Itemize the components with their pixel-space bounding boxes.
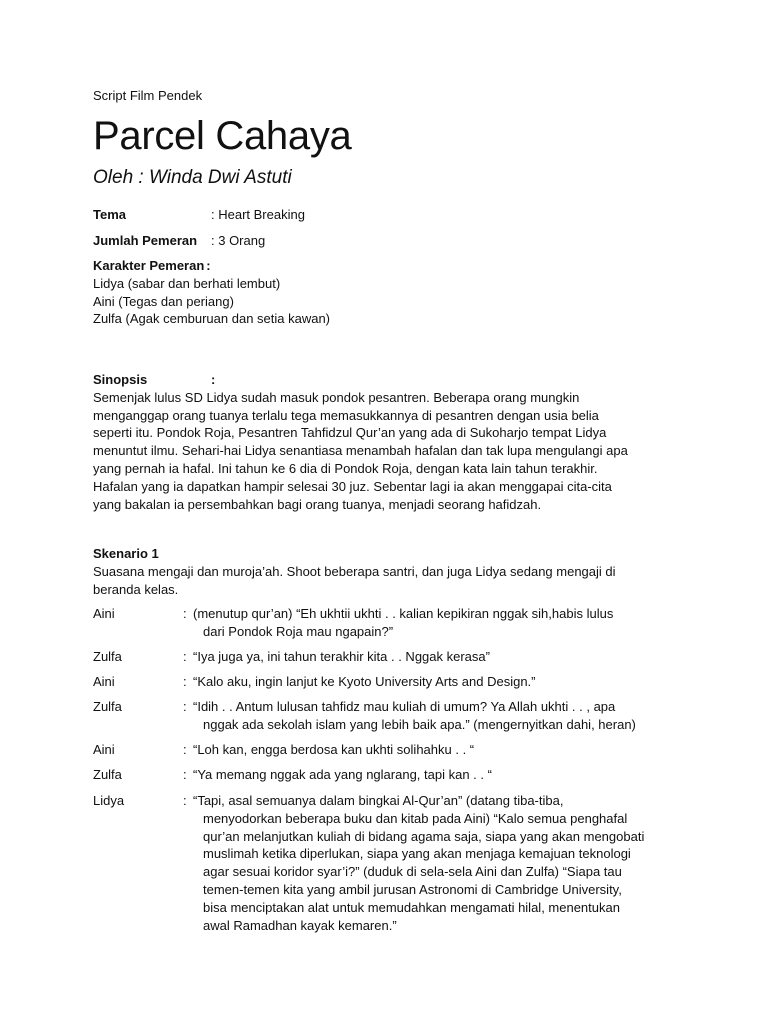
- meta-karakter-label: Karakter Pemeran: [93, 258, 205, 273]
- karakter-line: Zulfa (Agak cemburuan dan setia kawan): [93, 311, 331, 327]
- dialogue-line: “Loh kan, engga berdosa kan ukhti solihahku . . “: [193, 742, 475, 757]
- dialogue-text: [193, 698, 636, 734]
- meta-jumlah: [93, 232, 266, 250]
- dialogue-line: “Tapi, asal semuanya dalam bingkai Al-Qur’an” (datang tiba-tiba,: [193, 793, 564, 808]
- sinopsis-line: Hafalan yang ia dapatkan hampir selesai 30 juz. Sebentar lagi ia akan menggapai cita-cita: [93, 478, 612, 494]
- sinopsis-heading: [93, 371, 683, 389]
- document-author: Oleh : Winda Dwi Astuti: [93, 167, 292, 188]
- dialogue-speaker: Zulfa: [93, 767, 122, 782]
- dialogue-line: agar sesuai koridor syar’i?” (duduk di sela-sela Aini dan Zulfa) “Siapa tau: [203, 864, 622, 880]
- dialogue-text: [193, 605, 613, 641]
- skenario-intro-line: beranda kelas.: [93, 581, 179, 597]
- dialogue-line: nggak ada sekolah islam yang lebih baik apa.” (mengernyitkan dahi, heran): [203, 716, 636, 732]
- document-title: Parcel Cahaya: [93, 114, 352, 158]
- meta-tema-label: Tema: [93, 207, 126, 222]
- dialogue-colon: :: [183, 793, 187, 808]
- sinopsis-line: yang pernah ia hafal. Ini tahun ke 6 dia di Pondok Roja, dengan kata lain tahun terakhir.: [93, 460, 598, 476]
- sinopsis-line: Semenjak lulus SD Lidya sudah masuk pondok pesantren. Beberapa orang mungkin: [93, 389, 580, 405]
- dialogue-text: [193, 792, 644, 934]
- skenario-section: [93, 545, 683, 598]
- dialogue-colon: :: [183, 699, 187, 714]
- sinopsis-colon: :: [211, 372, 216, 387]
- sinopsis-line: yang bakalan ia persembahkan bagi orang tuanya, menjadi seorang hafidzah.: [93, 496, 542, 512]
- document-label: Script Film Pendek: [93, 88, 203, 103]
- dialogue-line: temen-temen kita yang ambil jurusan Astronomi di Cambridge University,: [203, 881, 622, 897]
- dialogue-text: [193, 673, 536, 691]
- meta-tema-value: : Heart Breaking: [211, 207, 305, 222]
- dialogue-speaker: Zulfa: [93, 699, 122, 714]
- dialogue-colon: :: [183, 606, 187, 621]
- karakter-line: Aini (Tegas dan periang): [93, 293, 234, 309]
- dialogue-line: “Iya juga ya, ini tahun terakhir kita . . Nggak kerasa”: [193, 649, 490, 664]
- meta-karakter-heading: [93, 257, 683, 275]
- sinopsis-label: Sinopsis: [93, 372, 148, 387]
- dialogue-speaker: Aini: [93, 674, 115, 689]
- sinopsis-line: seperti itu. Pondok Roja, Pesantren Tahfidzul Qur’an yang ada di Sukoharjo tempat Lidya: [93, 425, 607, 441]
- dialogue-line: menyodorkan beberapa buku dan kitab pada Aini) “Kalo semua penghafal: [203, 810, 628, 826]
- dialogue-colon: :: [183, 742, 187, 757]
- dialogue-text: [193, 766, 492, 784]
- dialogue-text: [193, 648, 490, 666]
- dialogue-speaker: Zulfa: [93, 649, 122, 664]
- dialogue-speaker: Lidya: [93, 793, 125, 808]
- sinopsis-line: menganggap orang tuanya terlalu tega memasukkannya di pesantren dengan usia belia: [93, 407, 599, 423]
- karakter-line: Lidya (sabar dan berhati lembut): [93, 275, 281, 291]
- meta-jumlah-value: : 3 Orang: [211, 233, 266, 248]
- dialogue-text: [193, 741, 474, 759]
- dialogue-line: muslimah ketika diperlukan, siapa yang akan menjaga kemajuan teknologi: [203, 846, 631, 862]
- dialogue-speaker: Aini: [93, 742, 115, 757]
- sinopsis-section: [93, 371, 683, 513]
- sinopsis-line: menuntut ilmu. Sehari-hai Lidya senantiasa menambah hafalan dan tak lupa mengulangi apa: [93, 443, 628, 459]
- dialogue-line: “Idih . . Antum lulusan tahfidz mau kuliah di umum? Ya Allah ukhti . . , apa: [193, 699, 616, 714]
- dialogue-line: awal Ramadhan kayak kemaren.”: [203, 917, 397, 933]
- dialogue-line: “Ya memang nggak ada yang nglarang, tapi kan . . “: [193, 767, 492, 782]
- meta-tema: [93, 206, 305, 224]
- dialogue-line: dari Pondok Roja mau ngapain?”: [203, 623, 394, 639]
- dialogue-colon: :: [183, 767, 187, 782]
- meta-jumlah-label: Jumlah Pemeran: [93, 233, 198, 248]
- dialogue-line: “Kalo aku, ingin lanjut ke Kyoto University Arts and Design.”: [193, 674, 536, 689]
- dialogue-line: bisa menciptakan alat untuk memudahkan mengamati hilal, menentukan: [203, 899, 620, 915]
- dialogue-speaker: Aini: [93, 606, 115, 621]
- skenario-intro-line: Suasana mengaji dan muroja’ah. Shoot beberapa santri, dan juga Lidya sedang mengaji di: [93, 563, 616, 579]
- skenario-heading: Skenario 1: [93, 546, 159, 561]
- dialogue-colon: :: [183, 674, 187, 689]
- dialogue-line: qur’an melanjutkan kuliah di bidang agama saja, siapa yang akan mengobati: [203, 828, 645, 844]
- dialogue-line: (menutup qur’an) “Eh ukhtii ukhti . . kalian kepikiran nggak sih,habis lulus: [193, 606, 614, 621]
- meta-karakter: [93, 257, 683, 328]
- dialogue-colon: :: [183, 649, 187, 664]
- meta-karakter-colon: :: [206, 258, 211, 273]
